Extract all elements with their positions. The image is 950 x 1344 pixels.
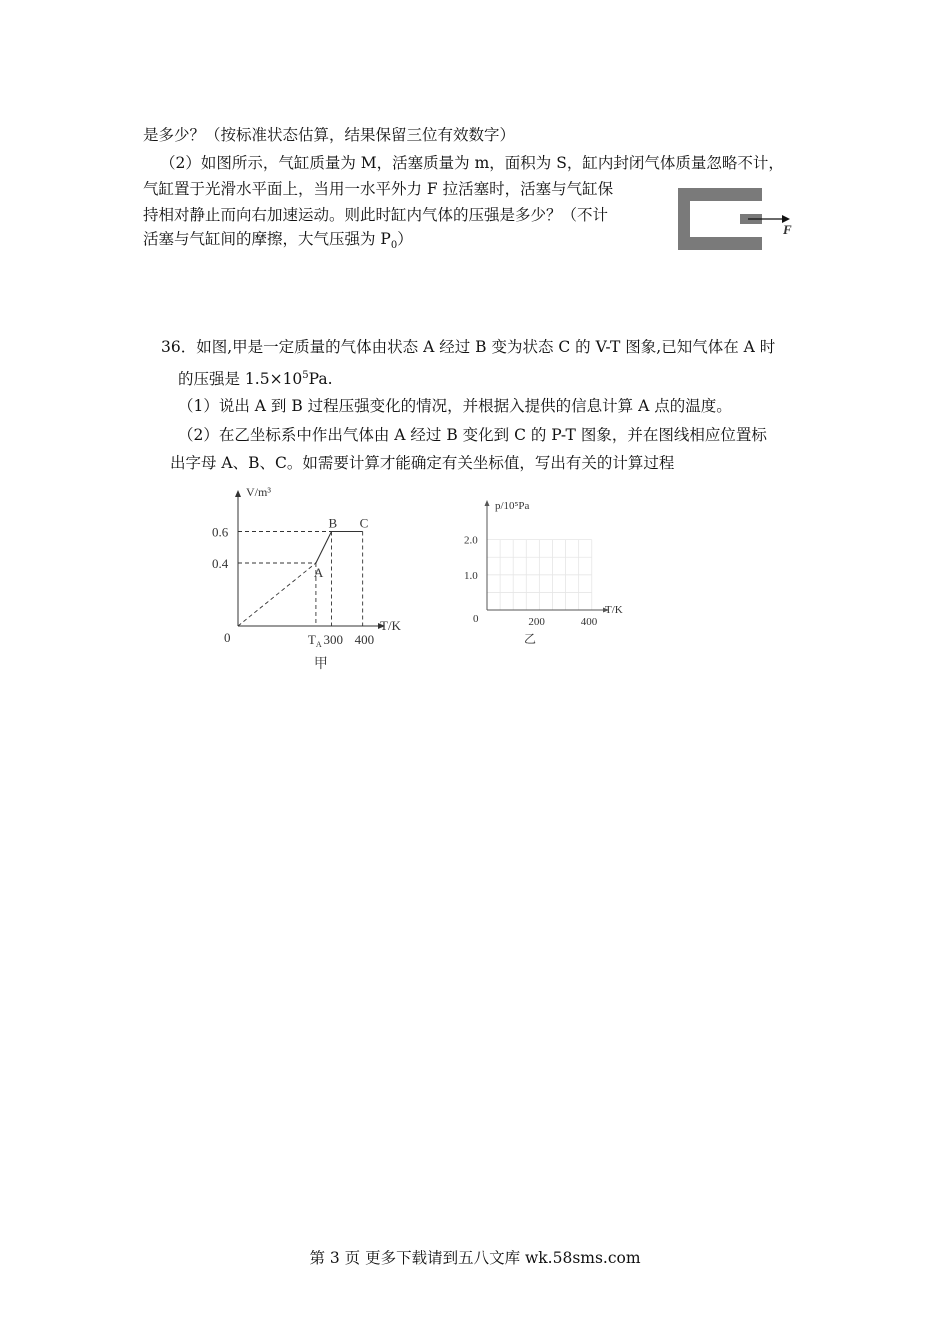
cylinder-opening-lower [740,224,762,237]
q35-line-1: 是多少？（按标准状态估算，结果保留三位有效数字） [143,126,516,144]
x-axis-label: T/K [380,618,401,633]
y-axis-label: V/m³ [246,485,271,499]
q36-line-2 [178,366,333,389]
y-tick-label-0: 1.0 [464,569,478,582]
p0-subscript: 0 [390,240,398,252]
q36-part1: （1）说出 A 到 B 过程压强变化的情况，并根据入提供的信息计算 A 点的温度。 [178,397,732,415]
y-axis-arrow [235,490,241,497]
x-tick-label-0: 200 [528,616,545,628]
y-axis-arrow [485,500,490,506]
q35-part2-line-1: （2）如图所示，气缸质量为 M，活塞质量为 m，面积为 S，缸内封闭气体质量忽略不计， [160,154,784,172]
cylinder-cavity [690,201,740,237]
page-footer: 第 3 页 更多下载请到五八文库 wk.58sms.com [309,1249,641,1267]
q35-part2-line-4-end: ） [397,230,413,248]
origin-label: 0 [473,613,479,625]
chart-pt-yi [455,490,640,660]
q35-part2-line-4 [143,229,413,256]
q35-part2-line-4-text: 活塞与气缸间的摩擦，大气压强为 P [143,230,391,248]
q36-line-1: 36．如图,甲是一定质量的气体由状态 A 经过 B 变为状态 C 的 V-T 图象,已知气体在 A 时 [161,338,776,356]
chart-vt-marks [238,532,363,627]
y-tick-label-1: 2.0 [464,534,478,547]
series-line-extension [238,563,316,626]
point-label-C: C [359,515,369,531]
q36-line-2-text: 的压强是 1.5×10 [178,370,303,389]
chart-pt-axes [485,500,610,613]
q36-exponent: 5 [302,370,309,381]
y-axis-label: p/10⁵Pa [495,500,530,512]
x-tick-subscript: A [315,640,322,649]
x-tick-label-1: 300 [323,632,343,647]
x-axis-label: T/K [605,604,623,616]
x-tick-label-2: 400 [354,632,375,647]
cylinder-piston-figure [670,182,810,258]
series-line-A-B-C [316,532,363,564]
origin-label: 0 [224,630,231,645]
piston-rod [740,214,748,224]
chart-title-yi: 乙 [524,632,537,646]
q35-part2-line-2: 气缸置于光滑水平面上，当用一水平外力 F 拉活塞时，活塞与气缸保 [143,180,614,198]
q36-part2-line-1: （2）在乙坐标系中作出气体由 A 经过 B 变化到 C 的 P-T 图象，并在图线相应位置标 [178,426,767,444]
point-label-B: B [328,515,338,531]
force-label: F [783,222,792,237]
chart-pt-grid [487,540,592,610]
x-tick-label-1: 400 [580,616,598,628]
x-tick-label-0: $T_A$ [307,632,322,649]
chart-pt-labels [464,500,623,646]
q36-line-2-unit: Pa. [308,370,333,389]
point-label-A: A [313,565,324,580]
chart-title-jia: 甲 [313,657,328,672]
y-tick-label-0: 0.4 [212,556,229,571]
q36-part2-line-2: 出字母 A、B、C。如需要计算才能确定有关坐标值，写出有关的计算过程 [170,454,675,472]
chart-vt-jia [200,478,410,678]
q35-part2-line-3: 持相对静止而向右加速运动。则此时缸内气体的压强是多少？（不计 [143,206,609,224]
chart-vt-labels [212,485,402,672]
y-tick-label-1: 0.6 [212,524,229,540]
cylinder-opening [740,201,762,214]
